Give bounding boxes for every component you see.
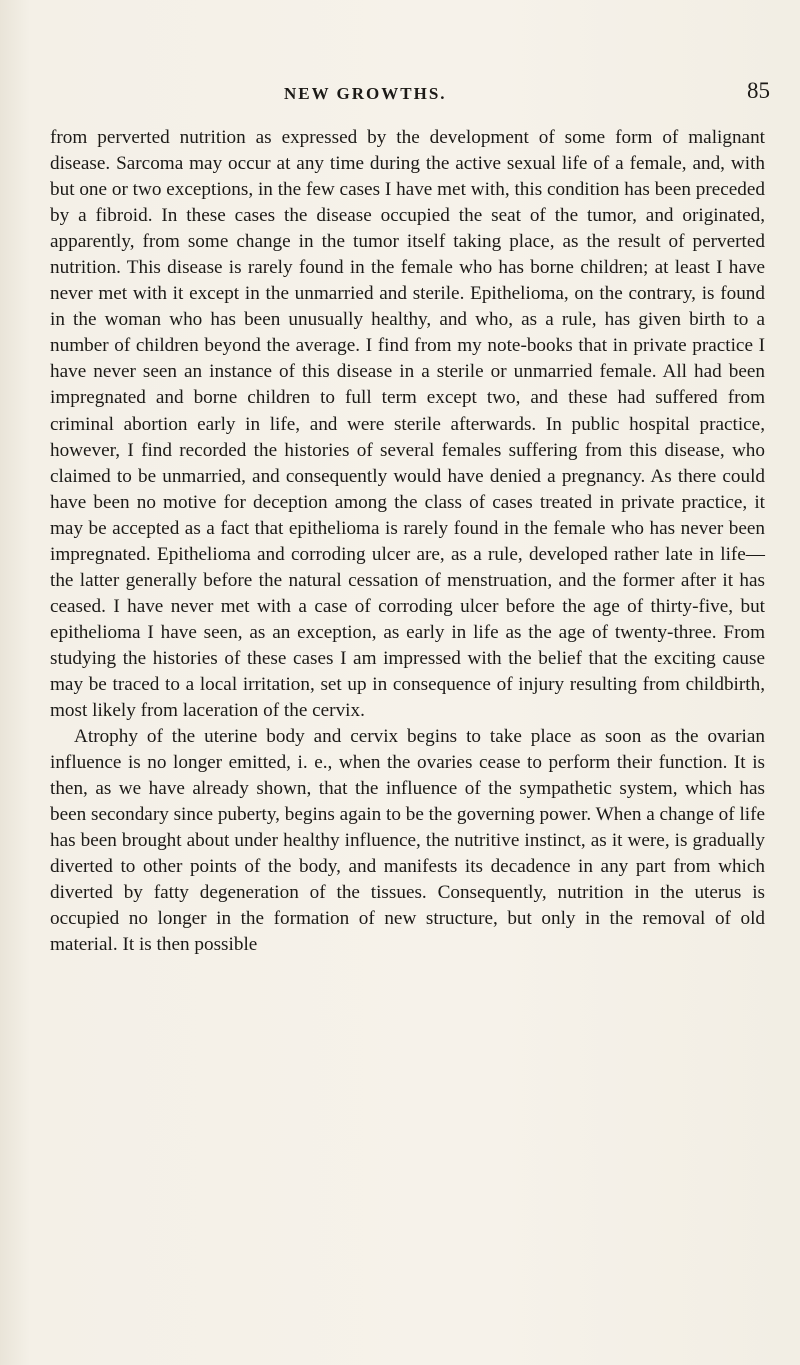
body-text xyxy=(50,125,765,959)
page-number: 85 xyxy=(747,78,770,103)
page-header xyxy=(0,72,800,112)
paragraph-continued: from perverted nutrition as expressed by the development of some form of malignant disease. Sarcoma may occur at any time during the active sexual life of a female, and, with but one or two exceptions, in the few cases I have met with, this condition has been preceded by a fibroid. In these cases the disease occupied the seat of the tumor, and originated, apparently, from some change in the tumor itself taking place, as the result of perverted nutrition. This disease is rarely found in the female who has borne children; at least I have never met with it except in the unmarried and sterile. Epithelioma, on the contrary, is found in the woman who has been unusually healthy, and who, as a rule, has given birth to a number of children beyond the average. I find from my note-books that in private practice I have never seen an instance of this disease in a sterile or unmarried female. All had been impregnated and borne children to full term except two, and these had suffered from criminal abortion early in life, and were sterile afterwards. In public hospital practice, however, I find recorded the histories of several females suffering from this disease, who claimed to be unmarried, and consequently would have denied a pregnancy. As there could have been no motive for deception among the class of cases treated in private practice, it may be accepted as a fact that epithelioma is rarely found in the female who has never been impregnated. Epithelioma and corroding ulcer are, as a rule, developed rather late in life—the latter generally before the natural cessation of menstruation, and the former after it has ceased. I have never met with a case of corroding ulcer before the age of thirty-five, but epithelioma I have seen, as an exception, as early in life as the age of twenty-three. From studying the histories of these cases I am impressed with the belief that the exciting cause may be traced to a local irritation, set up in consequence of injury resulting from childbirth, most likely from laceration of the cervix. xyxy=(50,127,765,722)
paragraph-atrophy: Atrophy of the uterine body and cervix begins to take place as soon as the ovarian influence is no longer emitted, i. e., when the ovaries cease to perform their function. It is then, as we have already shown, that the influence of the sympathetic system, which has been secondary since puberty, begins again to be the governing power. When a change of life has been brought about under healthy influence, the nutritive instinct, as it were, is gradually diverted to other points of the body, and manifests its decadence in any part from which diverted by fatty degeneration of the tissues. Consequently, nutrition in the uterus is occupied no longer in the formation of new structure, but only in the removal of old material. It is then possible xyxy=(50,726,766,956)
running-head: NEW GROWTHS. xyxy=(284,84,447,103)
